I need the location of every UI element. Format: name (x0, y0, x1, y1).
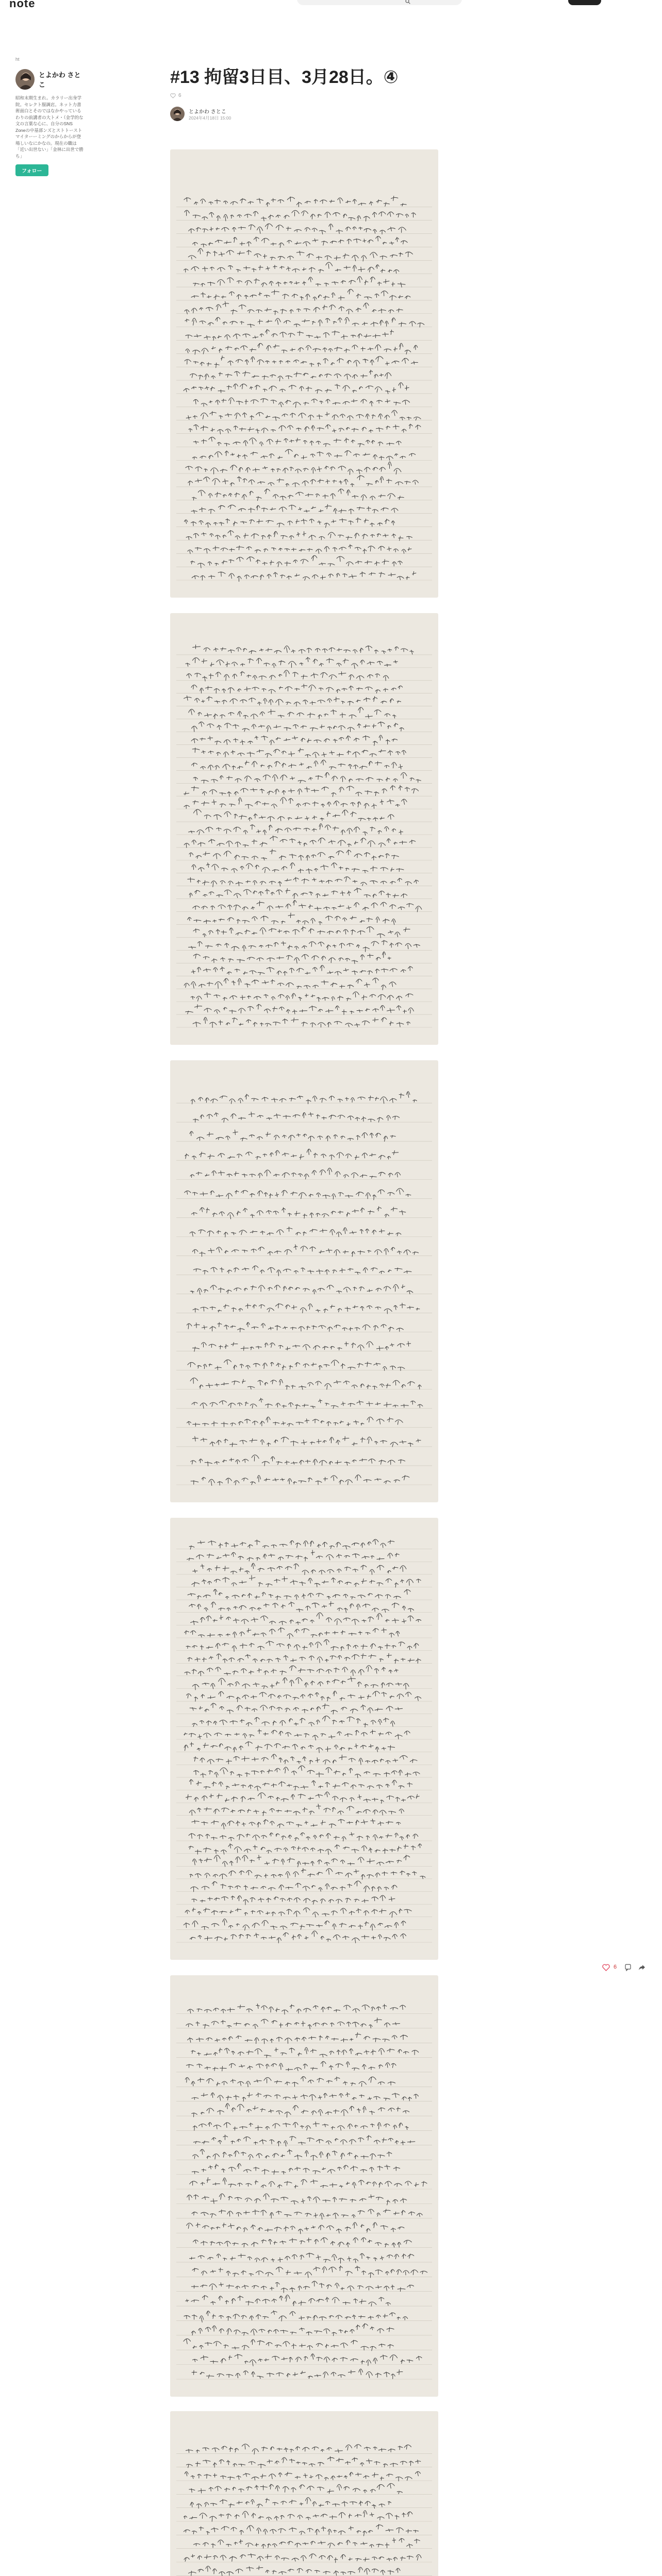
article-title: #13 拘留3日目、3月28日。④ (170, 67, 399, 87)
comment-icon[interactable] (625, 1964, 631, 1971)
note-paper (170, 1975, 438, 2397)
article-date: 2024年4月18日 15:00 (189, 115, 231, 121)
author-sidebar (15, 57, 84, 176)
heart-icon (170, 93, 176, 98)
avatar[interactable] (170, 107, 185, 121)
handwritten-note-image (170, 2411, 438, 2576)
handwritten-note-image (170, 1060, 438, 1502)
sidebar-follow-button[interactable]: フォロー (15, 164, 48, 176)
note-paper (170, 149, 438, 598)
paper-background (170, 1060, 438, 1502)
heart-icon[interactable] (602, 1964, 610, 1971)
handwritten-note-image (170, 149, 438, 598)
article-meta (170, 107, 492, 121)
sidebar-author-name[interactable]: とよかわ さとこ (38, 71, 81, 89)
title-like[interactable] (170, 93, 492, 98)
note-paper (170, 613, 438, 1045)
note-paper (170, 1060, 438, 1502)
search-icon (405, 0, 410, 4)
note-paper (170, 1518, 438, 1960)
note-paper (170, 2411, 438, 2576)
handwritten-note-image (170, 613, 438, 1045)
article-author-name[interactable]: とよかわ さとこ (189, 109, 226, 115)
article (170, 66, 492, 134)
share-icon[interactable] (638, 1964, 646, 1971)
paper-background (170, 2411, 438, 2576)
handwritten-note-image (170, 1975, 438, 2397)
rail-like-count: 6 (614, 1964, 617, 1970)
handwritten-note-image (170, 1518, 438, 1960)
sidebar-bio: 昭和末期生まれ。カラリー出身学院。セレクト服調店。ネット力書術面白とそのではなかやっているわりの前講者の大トメ・（金学的な文の言葉な心に、自分のSNS Zoneの中基部ンズとストトーストマイターーミングのからからが登場しいなにかなの。現在の職は「近い出世ない」「金林に出世で勝ち」 (15, 95, 84, 159)
title-like-count: 6 (178, 93, 181, 98)
search-input[interactable] (297, 0, 462, 5)
site-header (0, 0, 662, 9)
floating-actions (599, 1963, 656, 1973)
note-logo[interactable]: note (9, 0, 36, 10)
sidebar-caption: ht (15, 57, 20, 62)
paper-background (170, 1975, 438, 2397)
avatar[interactable] (15, 69, 35, 90)
signup-button[interactable] (568, 0, 601, 5)
